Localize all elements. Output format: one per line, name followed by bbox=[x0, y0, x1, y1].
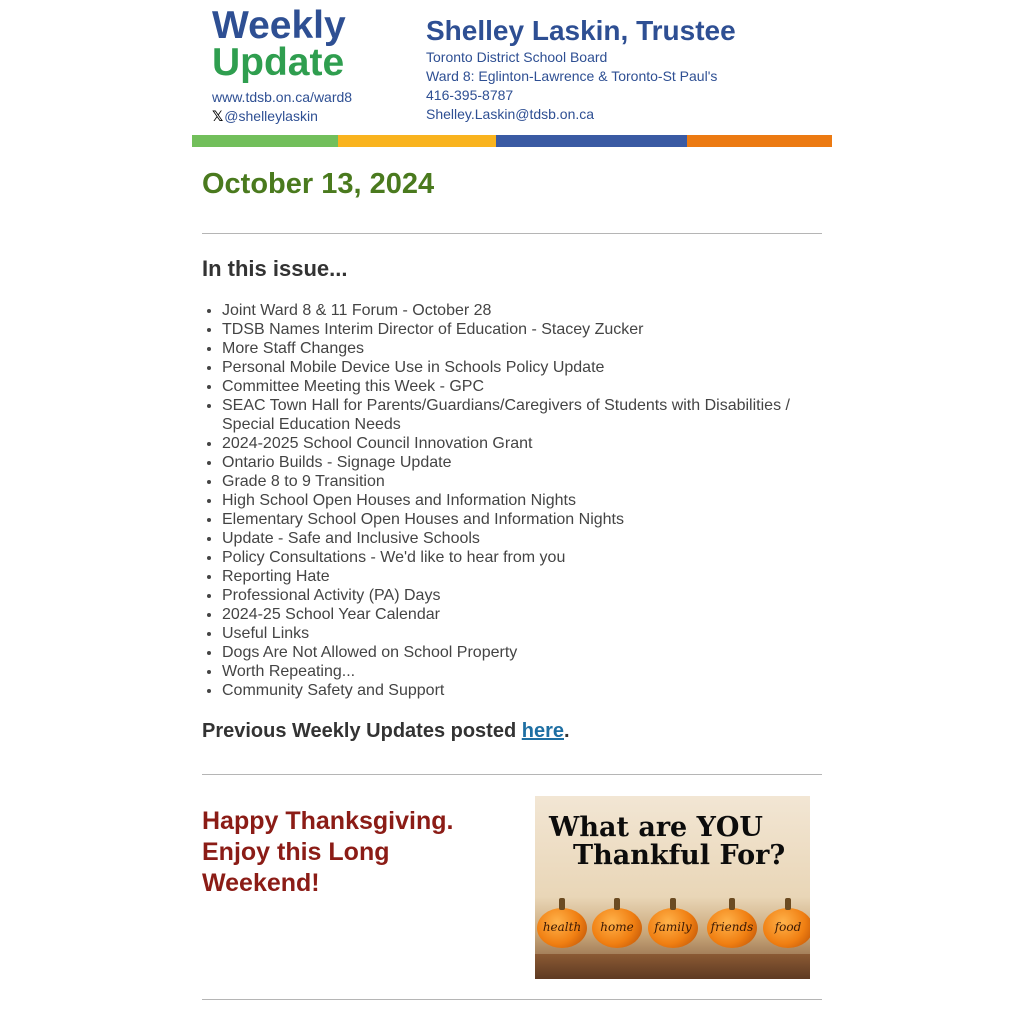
thanksgiving-line-2: Enjoy this Long bbox=[202, 838, 390, 866]
trustee-name: Shelley Laskin, Trustee bbox=[426, 15, 736, 46]
brand-weekly: Weekly bbox=[212, 4, 346, 47]
list-item: • Dogs Are Not Allowed on School Property bbox=[222, 643, 842, 662]
color-bar-orange bbox=[687, 135, 832, 147]
list-item: • More Staff Changes bbox=[222, 339, 842, 358]
table-surface bbox=[535, 954, 810, 979]
newsletter bbox=[192, 0, 832, 1024]
list-item: • Community Safety and Support bbox=[222, 681, 842, 700]
previous-updates-suffix: . bbox=[564, 720, 570, 742]
list-item: • Useful Links bbox=[222, 624, 842, 643]
pumpkin-icon bbox=[537, 908, 587, 948]
divider bbox=[202, 774, 822, 775]
color-bar-blue bbox=[496, 135, 687, 147]
list-item: • Joint Ward 8 & 11 Forum - October 28 bbox=[222, 301, 842, 320]
color-bar bbox=[192, 135, 832, 147]
list-item: • Committee Meeting this Week - GPC bbox=[222, 377, 842, 396]
list-item: • Reporting Hate bbox=[222, 567, 842, 586]
pumpkin-icon bbox=[707, 908, 757, 948]
list-item: • SEAC Town Hall for Parents/Guardians/Caregivers of Students with Disabilities / Special Education Needs bbox=[222, 396, 842, 434]
previous-updates-text: Previous Weekly Updates posted bbox=[202, 720, 522, 742]
pumpkin-word: health bbox=[542, 920, 582, 934]
pumpkin-row bbox=[535, 894, 810, 954]
thankful-image bbox=[535, 796, 810, 979]
pumpkin-icon bbox=[648, 908, 698, 948]
image-caption bbox=[535, 814, 810, 870]
x-handle-link[interactable] bbox=[212, 108, 318, 125]
thanksgiving-line-3: Weekend! bbox=[202, 869, 320, 897]
issue-list bbox=[202, 301, 842, 700]
pumpkin-word: food bbox=[774, 920, 802, 934]
pumpkin-word: family bbox=[654, 920, 692, 934]
divider bbox=[202, 233, 822, 234]
color-bar-yellow bbox=[338, 135, 496, 147]
brand-title bbox=[212, 4, 346, 84]
pumpkin-icon bbox=[592, 908, 642, 948]
previous-updates bbox=[202, 720, 570, 743]
list-item: • Update - Safe and Inclusive Schools bbox=[222, 529, 842, 548]
thanksgiving-message bbox=[202, 806, 502, 899]
brand-update: Update bbox=[212, 41, 345, 84]
phone-number: 416-395-8787 bbox=[426, 87, 514, 103]
color-bar-green bbox=[192, 135, 338, 147]
list-item: • Worth Repeating... bbox=[222, 662, 842, 681]
list-item: • TDSB Names Interim Director of Education - Stacey Zucker bbox=[222, 320, 842, 339]
website-link[interactable]: www.tdsb.on.ca/ward8 bbox=[212, 89, 353, 105]
ward-name: Ward 8: Eglinton-Lawrence & Toronto-St Paul's bbox=[426, 68, 718, 84]
list-item: • Ontario Builds - Signage Update bbox=[222, 453, 842, 472]
thanksgiving-line-1: Happy Thanksgiving. bbox=[202, 807, 454, 835]
list-item: • Personal Mobile Device Use in Schools Policy Update bbox=[222, 358, 842, 377]
issue-heading: In this issue... bbox=[202, 256, 348, 281]
previous-updates-link[interactable]: here bbox=[521, 720, 564, 742]
list-item: • Grade 8 to 9 Transition bbox=[222, 472, 842, 491]
list-item: • Elementary School Open Houses and Information Nights bbox=[222, 510, 842, 529]
email-link[interactable]: Shelley.Laskin@tdsb.on.ca bbox=[426, 106, 595, 122]
issue-date: October 13, 2024 bbox=[202, 168, 435, 200]
trustee-info bbox=[426, 14, 736, 124]
x-handle: @shelleylaskin bbox=[224, 108, 318, 124]
image-caption-line-1: What are YOU bbox=[549, 812, 763, 843]
board-name: Toronto District School Board bbox=[426, 49, 608, 65]
list-item: • 2024-2025 School Council Innovation Grant bbox=[222, 434, 842, 453]
image-caption-line-2: Thankful For? bbox=[573, 840, 786, 871]
divider bbox=[202, 999, 822, 1000]
list-item: • 2024-25 School Year Calendar bbox=[222, 605, 842, 624]
list-item: • High School Open Houses and Information Nights bbox=[222, 491, 842, 510]
pumpkin-word: home bbox=[600, 920, 634, 934]
pumpkin-icon bbox=[763, 908, 810, 948]
x-logo-icon: 𝕏 bbox=[212, 108, 224, 124]
pumpkin-word: friends bbox=[710, 920, 754, 934]
list-item: • Policy Consultations - We'd like to hear from you bbox=[222, 548, 842, 567]
list-item: • Professional Activity (PA) Days bbox=[222, 586, 842, 605]
